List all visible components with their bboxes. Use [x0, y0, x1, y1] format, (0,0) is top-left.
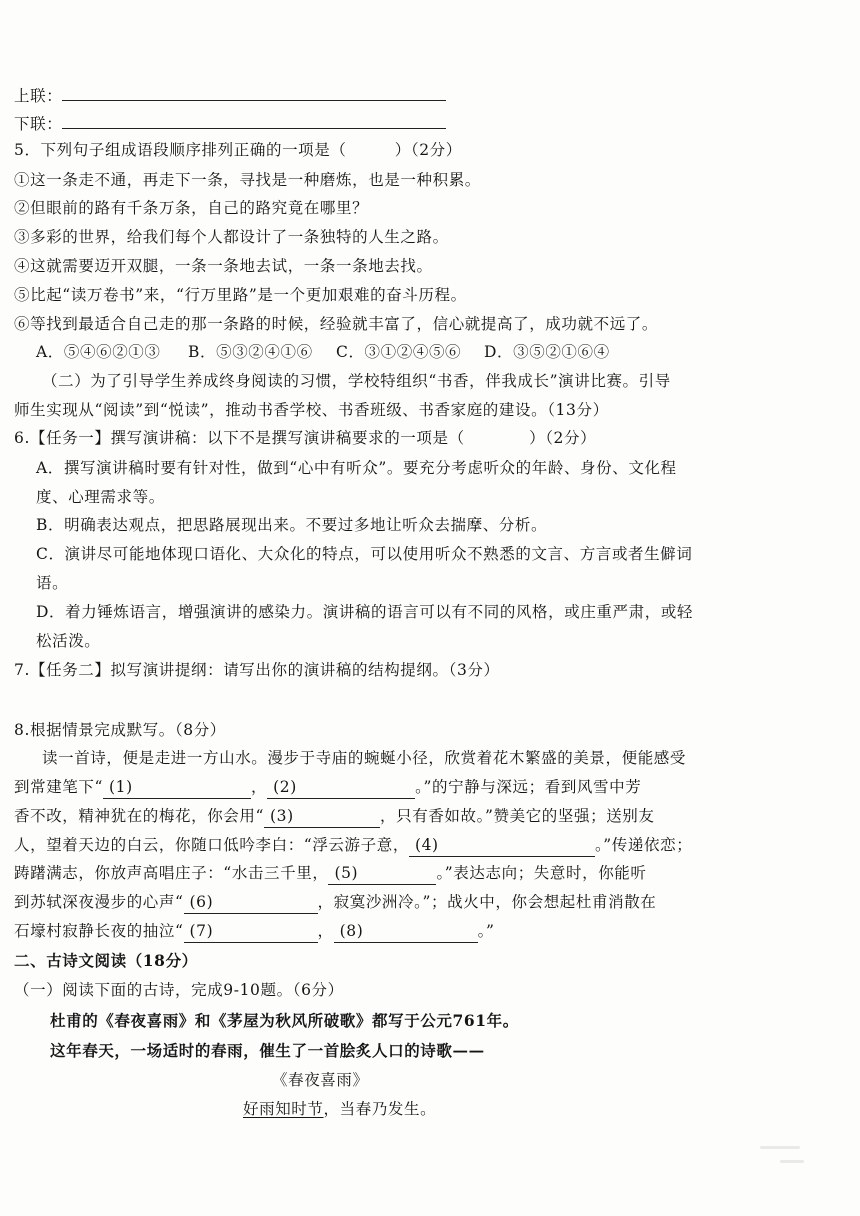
q8-blank-2[interactable]: (2): [267, 776, 415, 799]
q6-option-c-line1[interactable]: C．演讲尽可能地体现口语化、大众化的特点，可以使用听众不熟悉的文言、方言或者生僻词: [36, 545, 693, 563]
q8-text: 。”的宁静与深远；看到风雪中芳: [415, 778, 642, 796]
scan-mark: [780, 1160, 804, 1163]
poem-line-rest: ，当春乃发生。: [323, 1100, 437, 1118]
upper-couplet-label: 上联：: [14, 87, 63, 105]
q8-text: 到苏轼深夜漫步的心声“: [14, 893, 184, 911]
q8-passage-line5: [14, 862, 647, 885]
q8-text: 石壕村寂静长夜的抽泣“: [14, 922, 184, 940]
lower-couplet-row: [14, 112, 446, 135]
q7-answer-area[interactable]: [14, 686, 834, 722]
q8-text: 到常建笔下“: [14, 778, 104, 796]
q5-sentence-3: ③多彩的世界，给我们每个人都设计了一条独特的人生之路。: [14, 228, 449, 246]
q5-sentence-4: ④这就需要迈开双腿，一条一条地去试，一条一条地去找。: [14, 257, 433, 275]
q8-passage-line4: [14, 834, 692, 857]
q8-text: 踌躇满志，你放声高唱庄子：“水击三千里，: [14, 864, 329, 882]
poem-title: 《春夜喜雨》: [272, 1071, 369, 1089]
q8-passage-line2: [14, 776, 641, 799]
q5-option-c[interactable]: C．③①②④⑤⑥: [336, 343, 462, 361]
q5-sentence-1: ①这一条走不通，再走下一条，寻找是一种磨炼，也是一种积累。: [14, 171, 481, 189]
lower-couplet-blank[interactable]: [62, 112, 446, 129]
q5-option-a[interactable]: A．⑤④⑥②①③: [36, 343, 161, 361]
q5-option-d[interactable]: D．③⑤②①⑥④: [484, 343, 610, 361]
q8-blank-1[interactable]: (1): [103, 776, 251, 799]
upper-couplet-blank[interactable]: [62, 84, 446, 101]
q8-text: 。”传递依恋；: [594, 836, 693, 854]
q5-sentence-2: ②但眼前的路有千条万条，自己的路究竟在哪里？: [14, 199, 369, 217]
q5-sentence-6: ⑥等找到最适合自己走的那一条路的时候，经验就丰富了，信心就提高了，成功就不远了。: [14, 315, 659, 333]
q8-blank-6[interactable]: (6): [184, 891, 318, 914]
q8-blank-7[interactable]: (7): [184, 920, 318, 943]
q6-stem: 6.【任务一】撰写演讲稿：以下不是撰写演讲稿要求的一项是（ ）（2分）: [14, 429, 597, 447]
q8-text: ，: [317, 922, 334, 940]
q6-option-b[interactable]: B．明确表达观点，把思路展现出来。不要过多地让听众去揣摩、分析。: [36, 516, 548, 534]
q8-passage-line1: 读一首诗，便是走进一方山水。漫步于寺庙的蜿蜒小径，欣赏着花木繁盛的美景，便能感受: [42, 749, 687, 767]
q6-option-a-line1[interactable]: A．撰写演讲稿时要有针对性，做到“心中有听众”。要充分考虑听众的年龄、身份、文化程: [36, 459, 677, 477]
q8-blank-5[interactable]: (5): [328, 862, 436, 885]
poem-intro-line2: 这年春天，一场适时的春雨，催生了一首脍炙人口的诗歌——: [50, 1041, 485, 1060]
lower-couplet-label: 下联：: [14, 115, 63, 133]
q5-option-b[interactable]: B．⑤③②④①⑥: [188, 343, 313, 361]
q8-blank-4[interactable]: (4): [409, 834, 595, 857]
section2-heading: 二、古诗文阅读（18分）: [14, 951, 198, 970]
q8-passage-line7: [14, 920, 495, 943]
q8-stem: 8.根据情景完成默写。（8分）: [14, 721, 226, 739]
q8-blank-8[interactable]: (8): [334, 920, 478, 943]
scan-mark: [760, 1146, 800, 1149]
q6-option-a-line2: 度、心理需求等。: [36, 488, 165, 506]
q8-text: 。”表达志向；失意时，你能听: [436, 864, 647, 882]
q8-text: 人，望着天边的白云，你随口低吟李白：“浮云游子意，: [14, 836, 409, 854]
q8-text: 香不改，精神犹在的梅花，你会用“: [14, 807, 265, 825]
q8-text: ，只有香如故。”赞美它的坚强；送别友: [380, 807, 655, 825]
poem-line: [243, 1098, 436, 1120]
q6-option-c-line2: 语。: [36, 574, 69, 592]
part2-intro-line2: 师生实现从“阅读”到“悦读”，推动书香学校、书香班级、书香家庭的建设。（13分）: [14, 401, 609, 419]
part2-intro-line1: （二）为了引导学生养成终身阅读的习惯，学校特组织“书香，伴我成长”演讲比赛。引导: [42, 372, 671, 390]
poem-intro-line1: 杜甫的《春夜喜雨》和《茅屋为秋风所破歌》都写于公元761年。: [50, 1011, 519, 1030]
q7-stem: 7.【任务二】拟写演讲提纲：请写出你的演讲稿的结构提纲。（3分）: [14, 661, 500, 679]
upper-couplet-row: [14, 84, 446, 107]
q6-option-d-line2: 松活泼。: [36, 632, 101, 650]
section2-subheading: （一）阅读下面的古诗，完成9-10题。（6分）: [14, 981, 344, 999]
poem-line-underlined: 好雨知时节: [243, 1100, 324, 1118]
q8-text: ，寂寞沙洲冷。”；战火中，你会想起杜甫消散在: [317, 893, 657, 911]
q8-text: ，: [251, 778, 268, 796]
q8-text: 。”: [477, 922, 495, 940]
q5-sentence-5: ⑤比起“读万卷书”来，“行万里路”是一个更加艰难的奋斗历程。: [14, 286, 467, 304]
q8-blank-3[interactable]: (3): [264, 805, 380, 828]
q6-option-d-line1[interactable]: D．着力锤炼语言，增强演讲的感染力。演讲稿的语言可以有不同的风格，或庄重严肃，或轻: [36, 603, 694, 621]
q8-passage-line6: [14, 891, 656, 914]
q8-passage-line3: [14, 805, 655, 828]
q5-stem: 5．下列句子组成语段顺序排列正确的一项是（ ）（2分）: [14, 141, 462, 159]
